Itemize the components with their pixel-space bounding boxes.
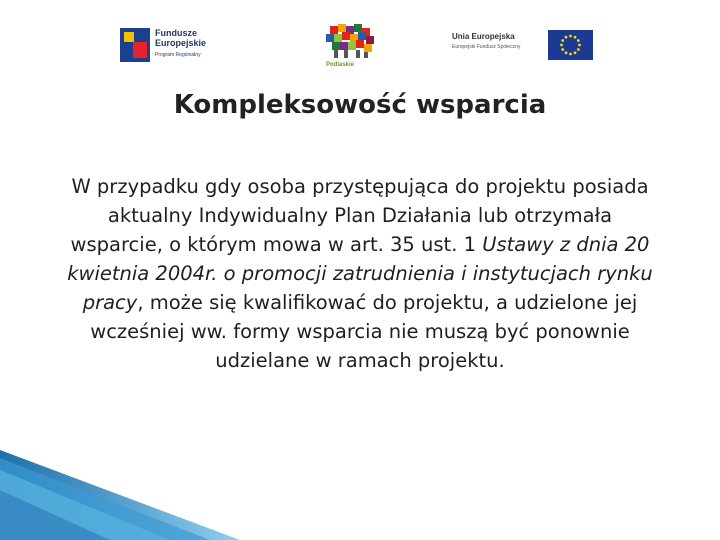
slide-title: Kompleksowość wsparcia bbox=[173, 90, 547, 120]
fundusze-europejskie-logo bbox=[120, 24, 230, 70]
ue-logo-line2: Europejski Fundusz Społeczny bbox=[452, 44, 521, 50]
fe-logo-line1: Fundusze bbox=[155, 28, 197, 38]
ue-logo-line1: Unia Europejska bbox=[452, 32, 515, 41]
slide-body bbox=[60, 172, 660, 375]
body-text-act-name: Ustawy z dnia 20 kwietnia 2004r. o promocji zatrudnienia i instytucjach rynku pracy bbox=[67, 233, 653, 314]
fe-logo-mark-icon bbox=[120, 28, 150, 62]
fe-logo-line2: Europejskie bbox=[155, 38, 207, 48]
bison-icon bbox=[320, 20, 380, 64]
body-text-part2: , może się kwalifikować do projektu, a udzielone jej wcześniej ww. formy wsparcia nie muszą być ponownie udzielane w ramach projektu. bbox=[90, 291, 638, 372]
fe-logo-line3: Program Regionalny bbox=[155, 52, 201, 58]
eu-flag-icon bbox=[548, 30, 593, 60]
corner-decoration bbox=[0, 450, 240, 540]
logo-bar bbox=[0, 14, 720, 76]
podlaskie-logo bbox=[320, 20, 380, 72]
podlaskie-label: Podlaskie bbox=[326, 62, 355, 68]
body-text-part1: W przypadku gdy osoba przystępująca do projektu posiada aktualny Indywidualny Plan Działania lub otrzymała wsparcie, o którym mowa w art. 35 ust. 1 bbox=[70, 175, 649, 256]
unia-europejska-logo bbox=[452, 30, 594, 60]
